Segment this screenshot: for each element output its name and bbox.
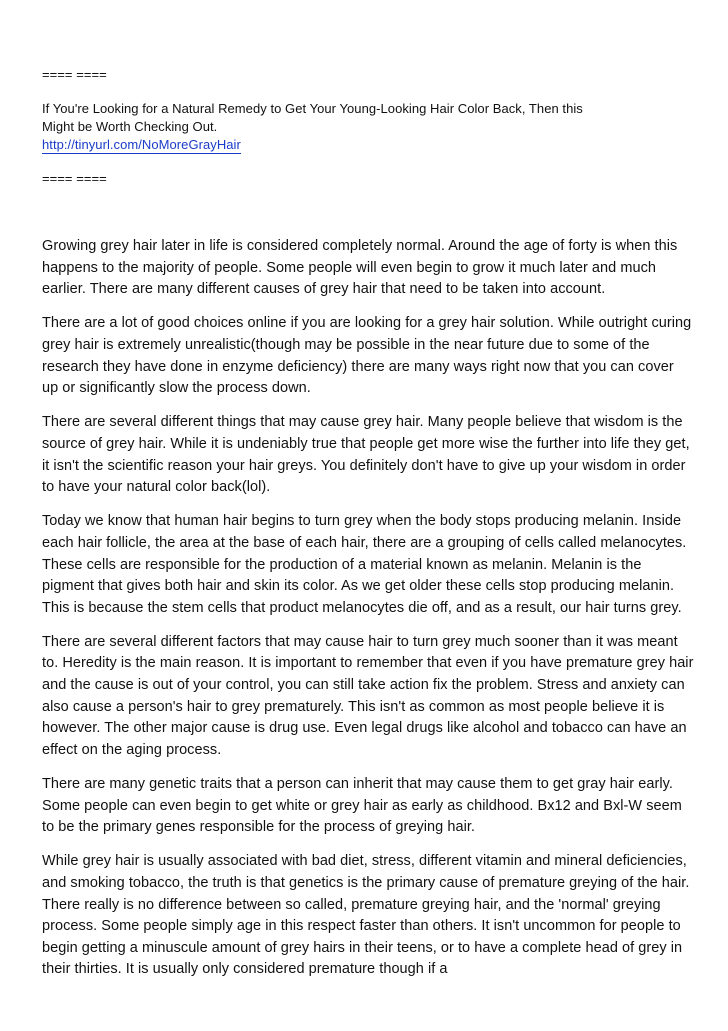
promo-link[interactable]: http://tinyurl.com/NoMoreGrayHair (42, 137, 241, 152)
article-paragraph: Today we know that human hair begins to turn grey when the body stops producing melanin. Inside each hair follicle, the area at the base of each hair, there are a grouping of cells called melanocytes. These cells are responsible for the production of a material known as melanin. Melanin is the pigment that gives both hair and skin its color. As we get older these cells stop producing melanin. This is because the stem cells that product melanocytes die off, and as a result, our hair turns grey. (42, 513, 687, 616)
article-paragraph: While grey hair is usually associated with bad diet, stress, different vitamin and mineral deficiencies, and smoking tobacco, the truth is that genetics is the primary cause of premature greying of the hair. There really is no difference between so called, premature greying hair, and the 'normal' greying process. Some people simply age in this respect faster than others. It isn't uncommon for people to begin getting a minuscule amount of grey hairs in their teens, or to have a complete head of grey in their thirties. It is usually only considered premature though if a (42, 853, 690, 978)
spacer (42, 84, 694, 100)
promo-header (42, 66, 694, 188)
article-paragraph: There are many genetic traits that a person can inherit that may cause them to get gray hair early. Some people can even begin to get white or grey hair as early as childhood. Bx12 and Bxl-W seem to be the primary genes responsible for the process of greying hair. (42, 776, 682, 836)
spacer (42, 188, 694, 236)
spacer (42, 154, 694, 170)
article-paragraph: There are several different things that may cause grey hair. Many people believe that wisdom is the source of grey hair. While it is undeniably true that people get more wise the further into life they get, it isn't the scientific reason your hair greys. You definitely don't have to give up your wisdom in order to have your natural color back(lol). (42, 414, 690, 496)
promo-line-2: Might be Worth Checking Out. (42, 119, 218, 134)
promo-line-1: If You're Looking for a Natural Remedy to Get Your Young-Looking Hair Color Back, Then this (42, 101, 583, 116)
article-paragraph: Growing grey hair later in life is considered completely normal. Around the age of forty is when this happens to the majority of people. Some people will even begin to grow it much later and much earlier. There are many different causes of grey hair that need to be taken into account. (42, 238, 678, 298)
separator-bottom: ==== ==== (42, 171, 107, 186)
article-paragraph: There are a lot of good choices online if you are looking for a grey hair solution. While outright curing grey hair is extremely unrealistic(though may be possible in the near future due to some of the research they have done in enzyme deficiency) there are many ways right now that you can cover up or significantly slow the process down. (42, 315, 692, 397)
article-body (42, 236, 694, 981)
article-paragraph: There are several different factors that may cause hair to turn grey much sooner than it was meant to. Heredity is the main reason. It is important to remember that even if you have premature grey hair and the cause is out of your control, you can still take action fix the problem. Stress and anxiety can also cause a person's hair to grey prematurely. This isn't as common as most people believe it is however. The other major cause is drug use. Even legal drugs like alcohol and tobacco can have an effect on the aging process. (42, 633, 694, 758)
page-content (42, 66, 694, 994)
separator-top: ==== ==== (42, 67, 107, 82)
